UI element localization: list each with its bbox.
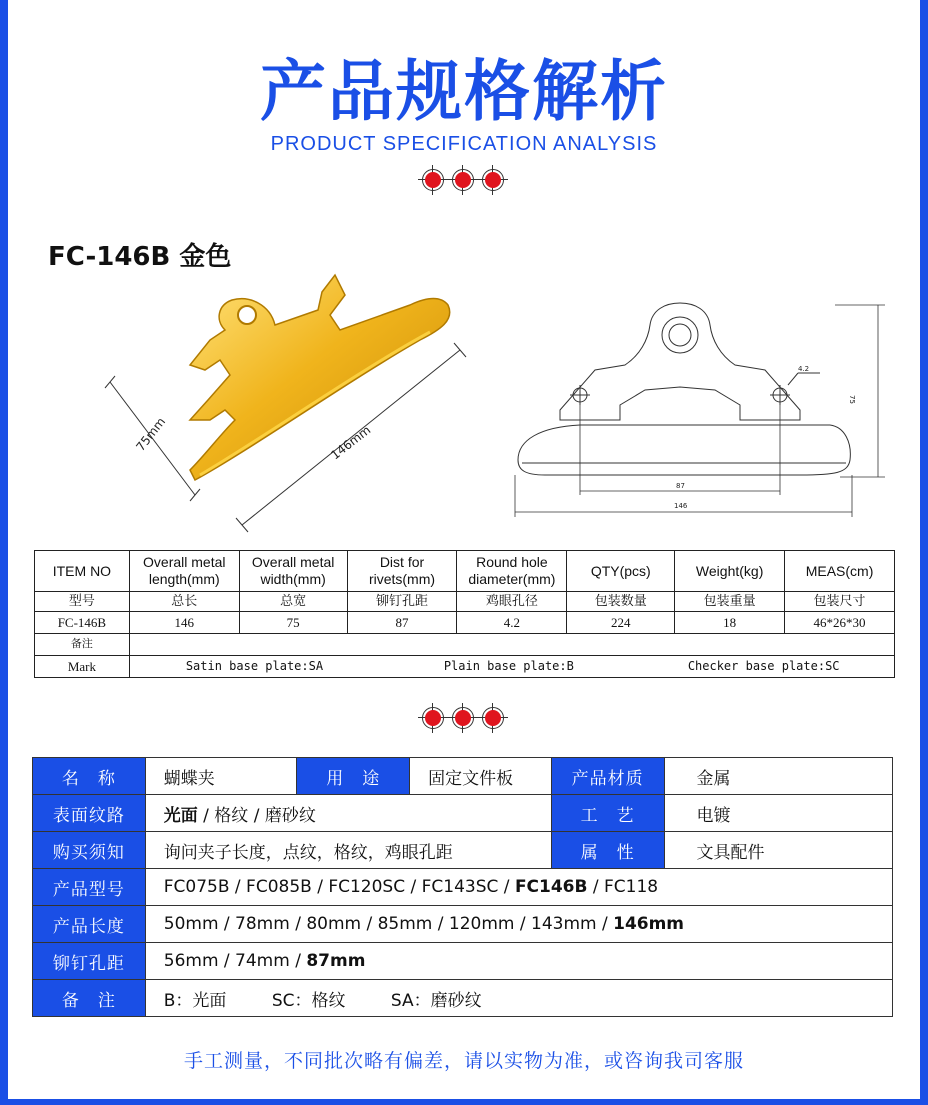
- length-label: 146mm: [328, 422, 374, 463]
- model-value: [145, 869, 892, 906]
- value-cell: 224: [567, 612, 675, 634]
- decorative-dots-top: [414, 165, 514, 195]
- model-label: 产品型号: [33, 869, 146, 906]
- clip-outline: [518, 303, 850, 475]
- value-cell: 4.2: [457, 612, 567, 634]
- header-cn-cell: 包装尺寸: [785, 592, 895, 612]
- technical-drawing: [500, 295, 900, 525]
- model-title: FC-146B 金色: [48, 242, 232, 272]
- value-cell: FC-146B: [35, 612, 130, 634]
- info-row-model: [33, 869, 893, 906]
- length-value: [145, 906, 892, 943]
- spec-header-row: [35, 551, 895, 592]
- note-checker: SC：格纹: [271, 990, 346, 1011]
- target-dot-icon: [452, 169, 474, 191]
- header-cn-cell: 包装数量: [567, 592, 675, 612]
- note-satin: SA：磨砂纹: [390, 990, 482, 1011]
- remark-value: [129, 634, 894, 656]
- spec-value-row: [35, 612, 895, 634]
- value-cell: 75: [239, 612, 347, 634]
- header-item-no: ITEM NO: [35, 551, 130, 592]
- target-dot-icon: [422, 169, 444, 191]
- craft-label: 工 艺: [551, 795, 664, 832]
- header-weight: Weight(kg): [675, 551, 785, 592]
- spec-remark-row: [35, 634, 895, 656]
- use-value: 固定文件板: [410, 758, 552, 795]
- rivet-bold: 87mm: [306, 951, 366, 971]
- header-cn-cell: 型号: [35, 592, 130, 612]
- page-title: 产品规格解析: [260, 53, 668, 130]
- header-cn-cell: 总宽: [239, 592, 347, 612]
- mark-values: [129, 656, 894, 678]
- header-hole-diameter: Round hole diameter(mm): [457, 551, 567, 592]
- name-value: 蝴蝶夹: [145, 758, 297, 795]
- purchase-value: 询问夹子长度，点纹，格纹，鸡眼孔距: [145, 832, 551, 869]
- spec-header-cn-row: [35, 592, 895, 612]
- mark-plain: Plain base plate:B: [443, 659, 574, 673]
- note-value: [145, 980, 892, 1017]
- header-meas: MEAS(cm): [785, 551, 895, 592]
- mark-checker: Checker base plate:SC: [687, 659, 840, 673]
- header-cn-cell: 总长: [129, 592, 239, 612]
- surface-value: [145, 795, 551, 832]
- header-length: Overall metal length(mm): [129, 551, 239, 592]
- target-dot-icon: [482, 707, 504, 729]
- surface-rest: / 格纹 / 磨砂纹: [197, 805, 316, 826]
- spec-table: [34, 550, 895, 678]
- clip-body: [190, 275, 450, 480]
- header-cn-cell: 铆钉孔距: [347, 592, 457, 612]
- rivet-hole-label: 4.2: [798, 365, 810, 373]
- header-width: Overall metal width(mm): [239, 551, 347, 592]
- rivet-distance-label: 87: [676, 482, 685, 490]
- purchase-label: 购买须知: [33, 832, 146, 869]
- target-dot-icon: [422, 707, 444, 729]
- mark-label: Mark: [35, 656, 130, 678]
- craft-value: 电镀: [664, 795, 892, 832]
- model-pre: FC075B / FC085B / FC120SC / FC143SC /: [163, 877, 515, 897]
- header-cn-cell: 鸡眼孔径: [457, 592, 567, 612]
- model-post: / FC118: [587, 877, 659, 897]
- material-label: 产品材质: [551, 758, 664, 795]
- remark-label: 备注: [35, 634, 130, 656]
- info-row-length: [33, 906, 893, 943]
- info-row-name: [33, 758, 893, 795]
- header-qty: QTY(pcs): [567, 551, 675, 592]
- use-label: 用 途: [297, 758, 410, 795]
- drawing-length-label: 146: [674, 502, 688, 510]
- rivet-pre: 56mm / 74mm /: [163, 951, 307, 971]
- decorative-dots-middle: [414, 703, 514, 733]
- info-row-surface: [33, 795, 893, 832]
- info-row-note: [33, 980, 893, 1017]
- surface-label: 表面纹路: [33, 795, 146, 832]
- value-cell: 87: [347, 612, 457, 634]
- material-value: 金属: [664, 758, 892, 795]
- header-cn-cell: 包装重量: [675, 592, 785, 612]
- product-info-table: [32, 757, 893, 1017]
- surface-bold: 光面: [163, 805, 198, 826]
- value-cell: 18: [675, 612, 785, 634]
- attr-value: 文具配件: [664, 832, 892, 869]
- model-bold: FC146B: [514, 877, 588, 897]
- height-label: 75mm: [133, 414, 169, 454]
- note-label: 备 注: [33, 980, 146, 1017]
- target-dot-icon: [452, 707, 474, 729]
- rivet-value: [145, 943, 892, 980]
- gold-clip-photo: [90, 270, 470, 540]
- drawing-dimensions: [515, 305, 885, 517]
- footer-disclaimer: 手工测量，不同批次略有偏差，请以实物为准，或咨询我司客服: [183, 1050, 744, 1072]
- target-dot-icon: [482, 169, 504, 191]
- value-cell: 146: [129, 612, 239, 634]
- length-pre: 50mm / 78mm / 80mm / 85mm / 120mm / 143mm /: [163, 914, 614, 934]
- attr-label: 属 性: [551, 832, 664, 869]
- spec-mark-row: [35, 656, 895, 678]
- name-label: 名 称: [33, 758, 146, 795]
- value-cell: 46*26*30: [785, 612, 895, 634]
- note-plain: B：光面: [163, 990, 227, 1011]
- length-bold: 146mm: [613, 914, 685, 934]
- info-row-rivet: [33, 943, 893, 980]
- drawing-height-label: 75: [848, 395, 856, 404]
- length-label: 产品长度: [33, 906, 146, 943]
- rivet-label: 铆钉孔距: [33, 943, 146, 980]
- mark-satin: Satin base plate:SA: [185, 659, 324, 673]
- page-subtitle: PRODUCT SPECIFICATION ANALYSIS: [270, 133, 658, 155]
- header-rivet-dist: Dist for rivets(mm): [347, 551, 457, 592]
- info-row-purchase: [33, 832, 893, 869]
